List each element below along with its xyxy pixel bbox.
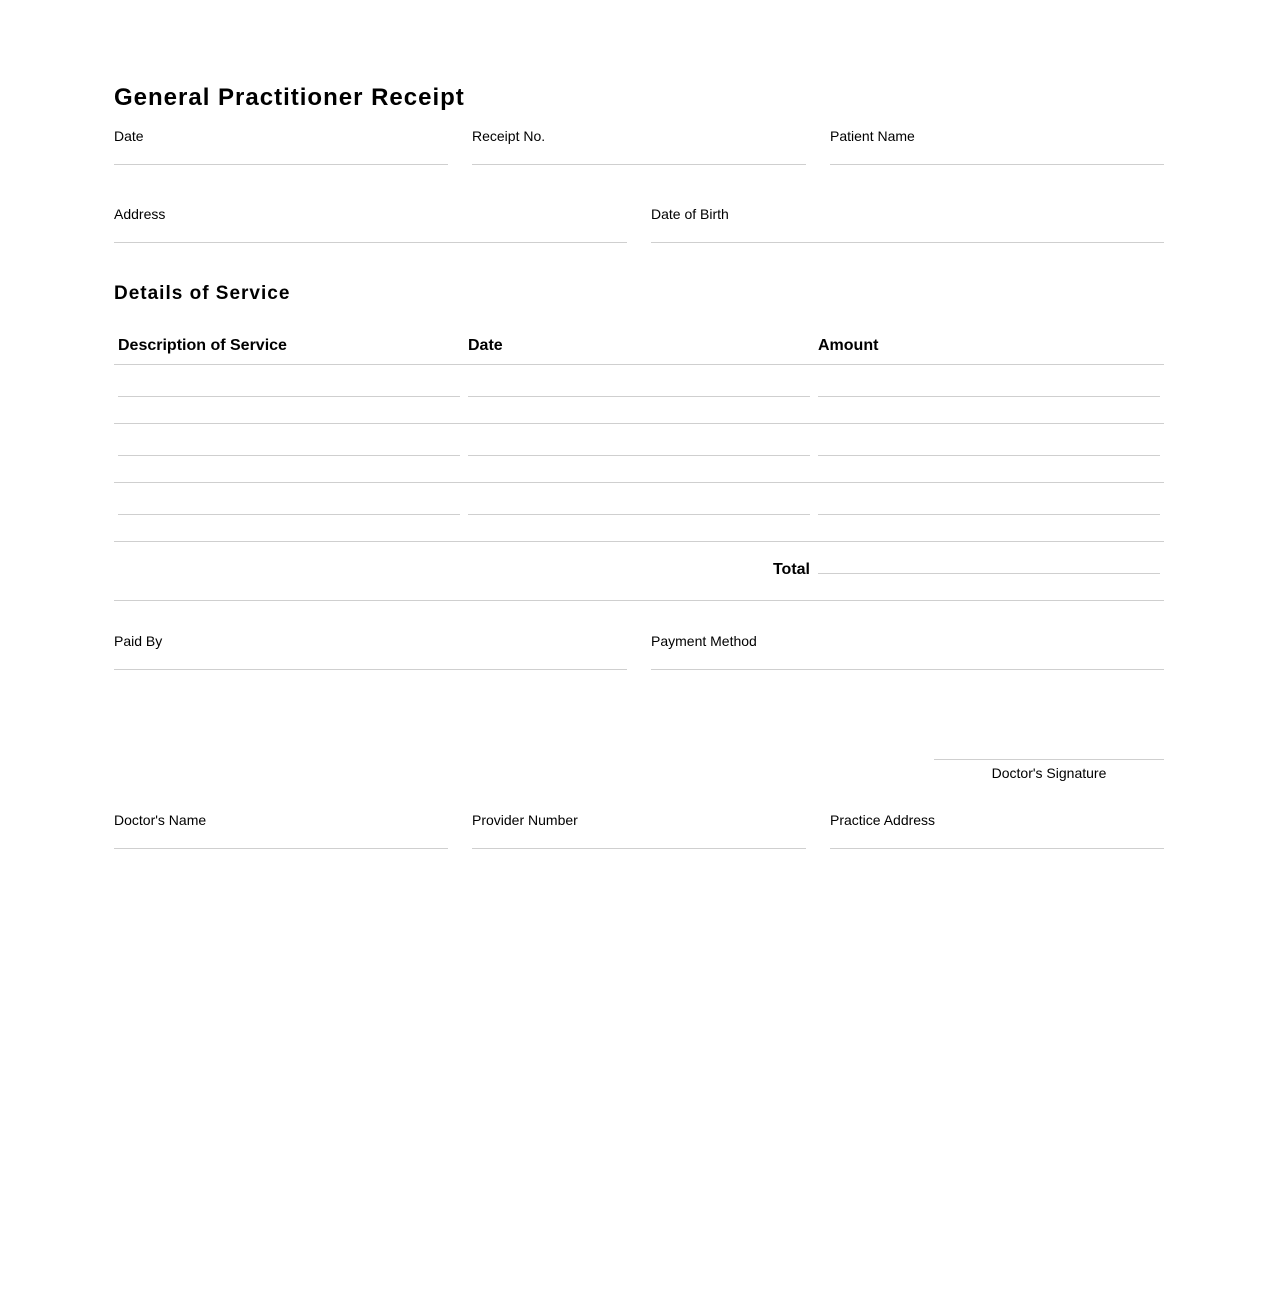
description-input[interactable]	[118, 501, 460, 515]
amount-input[interactable]	[818, 501, 1160, 515]
dob-input[interactable]	[651, 228, 1164, 243]
amount-input[interactable]	[818, 442, 1160, 456]
total-row	[114, 542, 1164, 601]
payment-method-input[interactable]	[651, 655, 1164, 670]
signature-label: Doctor's Signature	[991, 765, 1107, 781]
description-input[interactable]	[118, 442, 460, 456]
description-input[interactable]	[118, 383, 460, 397]
form-title: General Practitioner Receipt	[114, 84, 465, 111]
patient-name-input[interactable]	[830, 150, 1164, 165]
column-header-date: Date	[468, 337, 503, 354]
date-label: Date	[114, 128, 144, 144]
paid-by-label: Paid By	[114, 633, 163, 649]
total-label: Total	[772, 561, 810, 578]
provider-number-input[interactable]	[472, 834, 806, 849]
service-date-input[interactable]	[468, 383, 810, 397]
doctor-name-label: Doctor's Name	[114, 812, 207, 828]
signature-line[interactable]	[934, 759, 1164, 760]
column-header-amount: Amount	[818, 337, 879, 354]
service-date-input[interactable]	[468, 442, 810, 456]
doctor-name-input[interactable]	[114, 834, 448, 849]
column-header-description: Description of Service	[118, 337, 287, 354]
table-row	[114, 483, 1164, 542]
table-row	[114, 424, 1164, 483]
practice-address-input[interactable]	[830, 834, 1164, 849]
doctor-signature-block	[934, 759, 1164, 781]
receipt-no-label: Receipt No.	[472, 128, 546, 144]
dob-label: Date of Birth	[651, 206, 729, 222]
total-input[interactable]	[818, 560, 1160, 574]
details-section-title: Details of Service	[114, 283, 291, 304]
paid-by-input[interactable]	[114, 655, 627, 670]
provider-number-label: Provider Number	[472, 812, 578, 828]
patient-name-label: Patient Name	[830, 128, 915, 144]
address-input[interactable]	[114, 228, 627, 243]
service-date-input[interactable]	[468, 501, 810, 515]
payment-method-label: Payment Method	[651, 633, 757, 649]
service-table-header	[114, 328, 1164, 365]
date-input[interactable]	[114, 150, 448, 165]
practice-address-label: Practice Address	[830, 812, 936, 828]
amount-input[interactable]	[818, 383, 1160, 397]
receipt-no-input[interactable]	[472, 150, 806, 165]
table-row	[114, 365, 1164, 424]
address-label: Address	[114, 206, 166, 222]
